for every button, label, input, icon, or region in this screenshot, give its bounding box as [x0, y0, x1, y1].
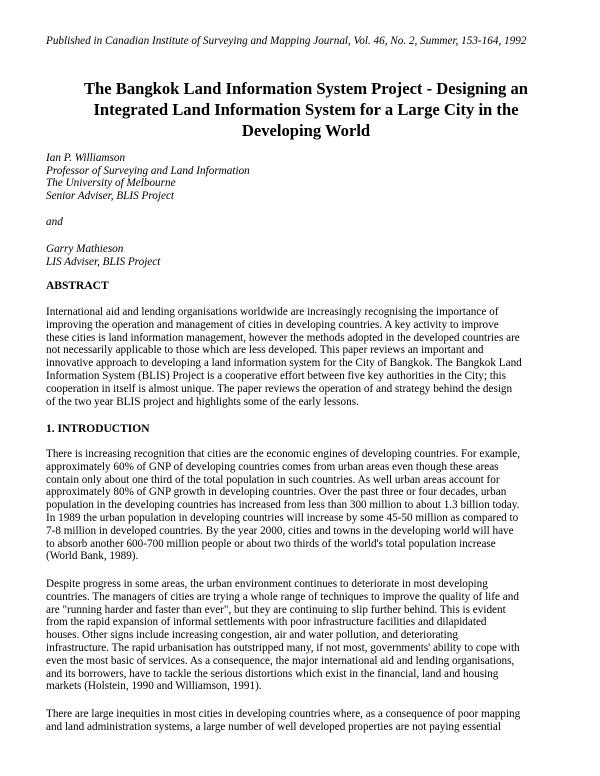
abstract-paragraph — [46, 306, 570, 408]
text-line: International aid and lending organisations worldwide are increasingly recognising the importance of — [46, 306, 499, 318]
text-line: even the most basic of services. As a consequence, the major international aid and lending organisations, — [46, 654, 515, 667]
text-line: markets (Holstein, 1990 and Williamson, 1991). — [46, 680, 262, 693]
introduction-heading: 1. INTRODUCTION — [46, 423, 150, 435]
text-line: to absorb another 600-700 million people or about two thirds of the world's total population increase — [46, 537, 496, 550]
text-line: approximately 60% of GNP of developing countries comes from urban areas even though these areas — [46, 460, 499, 473]
text-line: countries. The managers of cities are trying a whole range of techniques to improve the quality of life and — [46, 590, 519, 603]
title-line: Developing World — [241, 121, 371, 140]
text-line: from the rapid expansion of informal settlements with poor infrastructure facilities and dilapidated — [46, 616, 487, 629]
text-line: are "running harder and faster than ever", but they are continuing to slip further behind. This is evident — [46, 603, 506, 616]
author-affiliation: LIS Adviser, BLIS Project — [46, 255, 161, 268]
intro-paragraph-3 — [46, 708, 570, 734]
text-line: cooperation in itself is almost unique. The paper reviews the operation of and strategy behind the design — [46, 382, 513, 395]
title-line: Integrated Land Information System for a Large City in the — [93, 100, 519, 119]
author-name: Ian P. Williamson — [46, 152, 126, 164]
text-line: Despite progress in some areas, the urban environment continues to deteriorate in most developing — [46, 578, 488, 590]
text-line: and land administration systems, a large number of well developed properties are not paying essential — [46, 720, 501, 733]
intro-paragraph-2 — [46, 578, 570, 693]
text-line: There are large inequities in most cities in developing countries where, as a consequence of poor mapping — [46, 708, 521, 720]
intro-paragraph-1 — [46, 448, 570, 563]
author-name: Garry Mathieson — [46, 243, 124, 255]
author-affiliation: Senior Adviser, BLIS Project — [46, 189, 175, 202]
text-line: these cities is land information management, however the methods adopted in the developed countries are — [46, 331, 520, 344]
text-line: contain only about one third of the total population in such countries. As well urban areas account for — [46, 473, 500, 486]
text-line: (World Bank, 1989). — [46, 550, 139, 563]
author-block-1 — [46, 152, 566, 202]
text-line: of the two year BLIS project and highlights some of the early lessons. — [46, 395, 359, 408]
abstract-heading: ABSTRACT — [46, 280, 109, 292]
text-line: not necessarily applicable to those which are less developed. This paper reviews an important and — [46, 344, 484, 357]
text-line: infrastructure. The rapid urbanisation has outstripped many, if not most, governments' ability to cope with — [46, 641, 520, 654]
author-block-2 — [46, 243, 566, 268]
text-line: There is increasing recognition that cities are the economic engines of developing countries. For example, — [46, 448, 521, 460]
text-line: and its borrowers, have to tackle the serious distortions which exist in the financial, land and housing — [46, 667, 499, 680]
author-affiliation: Professor of Surveying and Land Information — [46, 164, 250, 177]
author-affiliation: The University of Melbourne — [46, 177, 176, 190]
text-line: 7-8 million in developed countries. By the year 2000, cities and towns in the developing world will have — [46, 524, 514, 537]
author-conjunction: and — [46, 216, 63, 228]
text-line: Information System (BLIS) Project is a cooperative effort between five key authorities in the City; this — [46, 369, 506, 382]
text-line: improving the operation and management of cities in developing countries. A key activity to improve — [46, 318, 499, 331]
text-line: In 1989 the urban population in developing countries will increase by some 45-50 million as compared to — [46, 511, 519, 524]
title-line: The Bangkok Land Information System Project - Designing an — [83, 79, 529, 98]
publication-line: Published in Canadian Institute of Surveying and Mapping Journal, Vol. 46, No. 2, Summer, 153-164, 1992 — [46, 35, 527, 47]
text-line: houses. Other signs include increasing congestion, air and water pollution, and deteriorating — [46, 629, 458, 642]
text-line: innovative approach to developing a land information system for the City of Bangkok. The Bangkok Land — [46, 357, 522, 370]
text-line: approximately 80% of GNP growth in developing countries. Over the past three or four decades, urban — [46, 486, 507, 499]
paper-title — [36, 78, 576, 141]
text-line: population in the developing countries has increased from less than 300 million to about 1.3 billion today. — [46, 499, 520, 512]
